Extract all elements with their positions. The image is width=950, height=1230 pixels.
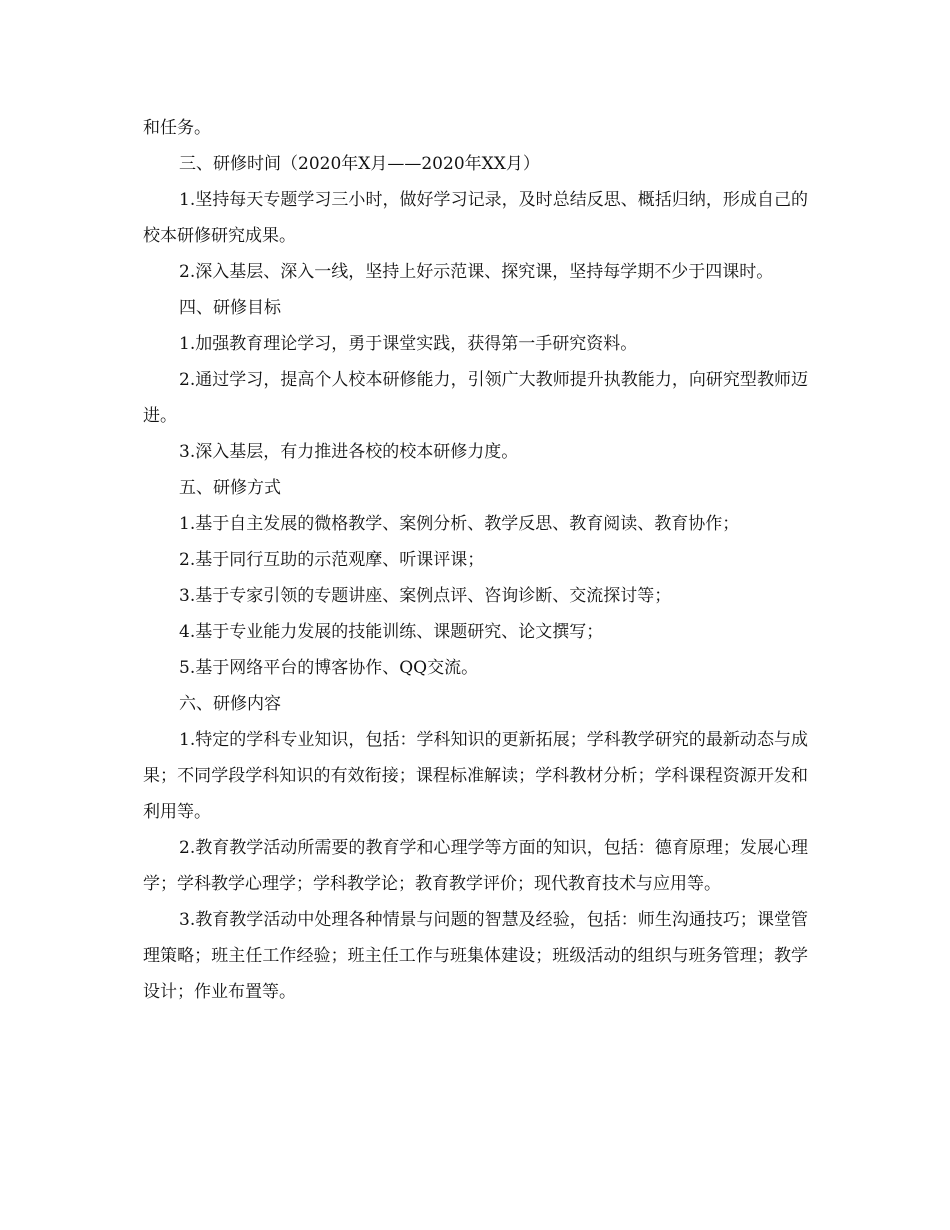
paragraph-goal-1: 1.加强教育理论学习，勇于课堂实践，获得第一手研究资料。 bbox=[179, 334, 638, 354]
paragraph-goal-2: 2.通过学习，提高个人校本研修能力，引领广大教师提升执教能力，向研究型教师迈进。 bbox=[143, 370, 808, 426]
paragraph-goal-3: 3.深入基层，有力推进各校的校本研修力度。 bbox=[179, 442, 519, 462]
section-heading-goals: 四、研修目标 bbox=[179, 298, 281, 318]
paragraph-content-2: 2.教育教学活动所需要的教育学和心理学等方面的知识，包括：德育原理；发展心理学；学科教学心理学；学科教学论；教育教学评价；现代教育技术与应用等。 bbox=[143, 838, 808, 894]
section-heading-study-time: 三、研修时间（2020年X月——2020年XX月） bbox=[179, 154, 540, 174]
paragraph-content-3: 3.教育教学活动中处理各种情景与问题的智慧及经验，包括：师生沟通技巧；课堂管理策略；班主任工作经验；班主任工作与班集体建设；班级活动的组织与班务管理；教学设计；作业布置等。 bbox=[143, 910, 808, 1002]
section-heading-methods: 五、研修方式 bbox=[179, 478, 281, 498]
document-body bbox=[143, 110, 808, 1010]
paragraph-method-1: 1.基于自主发展的微格教学、案例分析、教学反思、教育阅读、教育协作； bbox=[179, 514, 740, 534]
section-heading-content: 六、研修内容 bbox=[179, 694, 281, 714]
paragraph-content-1: 1.特定的学科专业知识，包括：学科知识的更新拓展；学科教学研究的最新动态与成果；不同学段学科知识的有效衔接；课程标准解读；学科教材分析；学科课程资源开发和利用等。 bbox=[143, 730, 808, 822]
paragraph-grassroots: 2.深入基层、深入一线，坚持上好示范课、探究课，坚持每学期不少于四课时。 bbox=[179, 262, 774, 282]
paragraph-continuation: 和任务。 bbox=[143, 118, 211, 138]
paragraph-daily-study: 1.坚持每天专题学习三小时，做好学习记录，及时总结反思、概括归纳，形成自己的校本研修研究成果。 bbox=[143, 190, 808, 246]
paragraph-method-5: 5.基于网络平台的博客协作、QQ交流。 bbox=[179, 658, 479, 678]
paragraph-method-3: 3.基于专家引领的专题讲座、案例点评、咨询诊断、交流探讨等； bbox=[179, 586, 672, 606]
paragraph-method-2: 2.基于同行互助的示范观摩、听课评课； bbox=[179, 550, 485, 570]
paragraph-method-4: 4.基于专业能力发展的技能训练、课题研究、论文撰写； bbox=[179, 622, 604, 642]
